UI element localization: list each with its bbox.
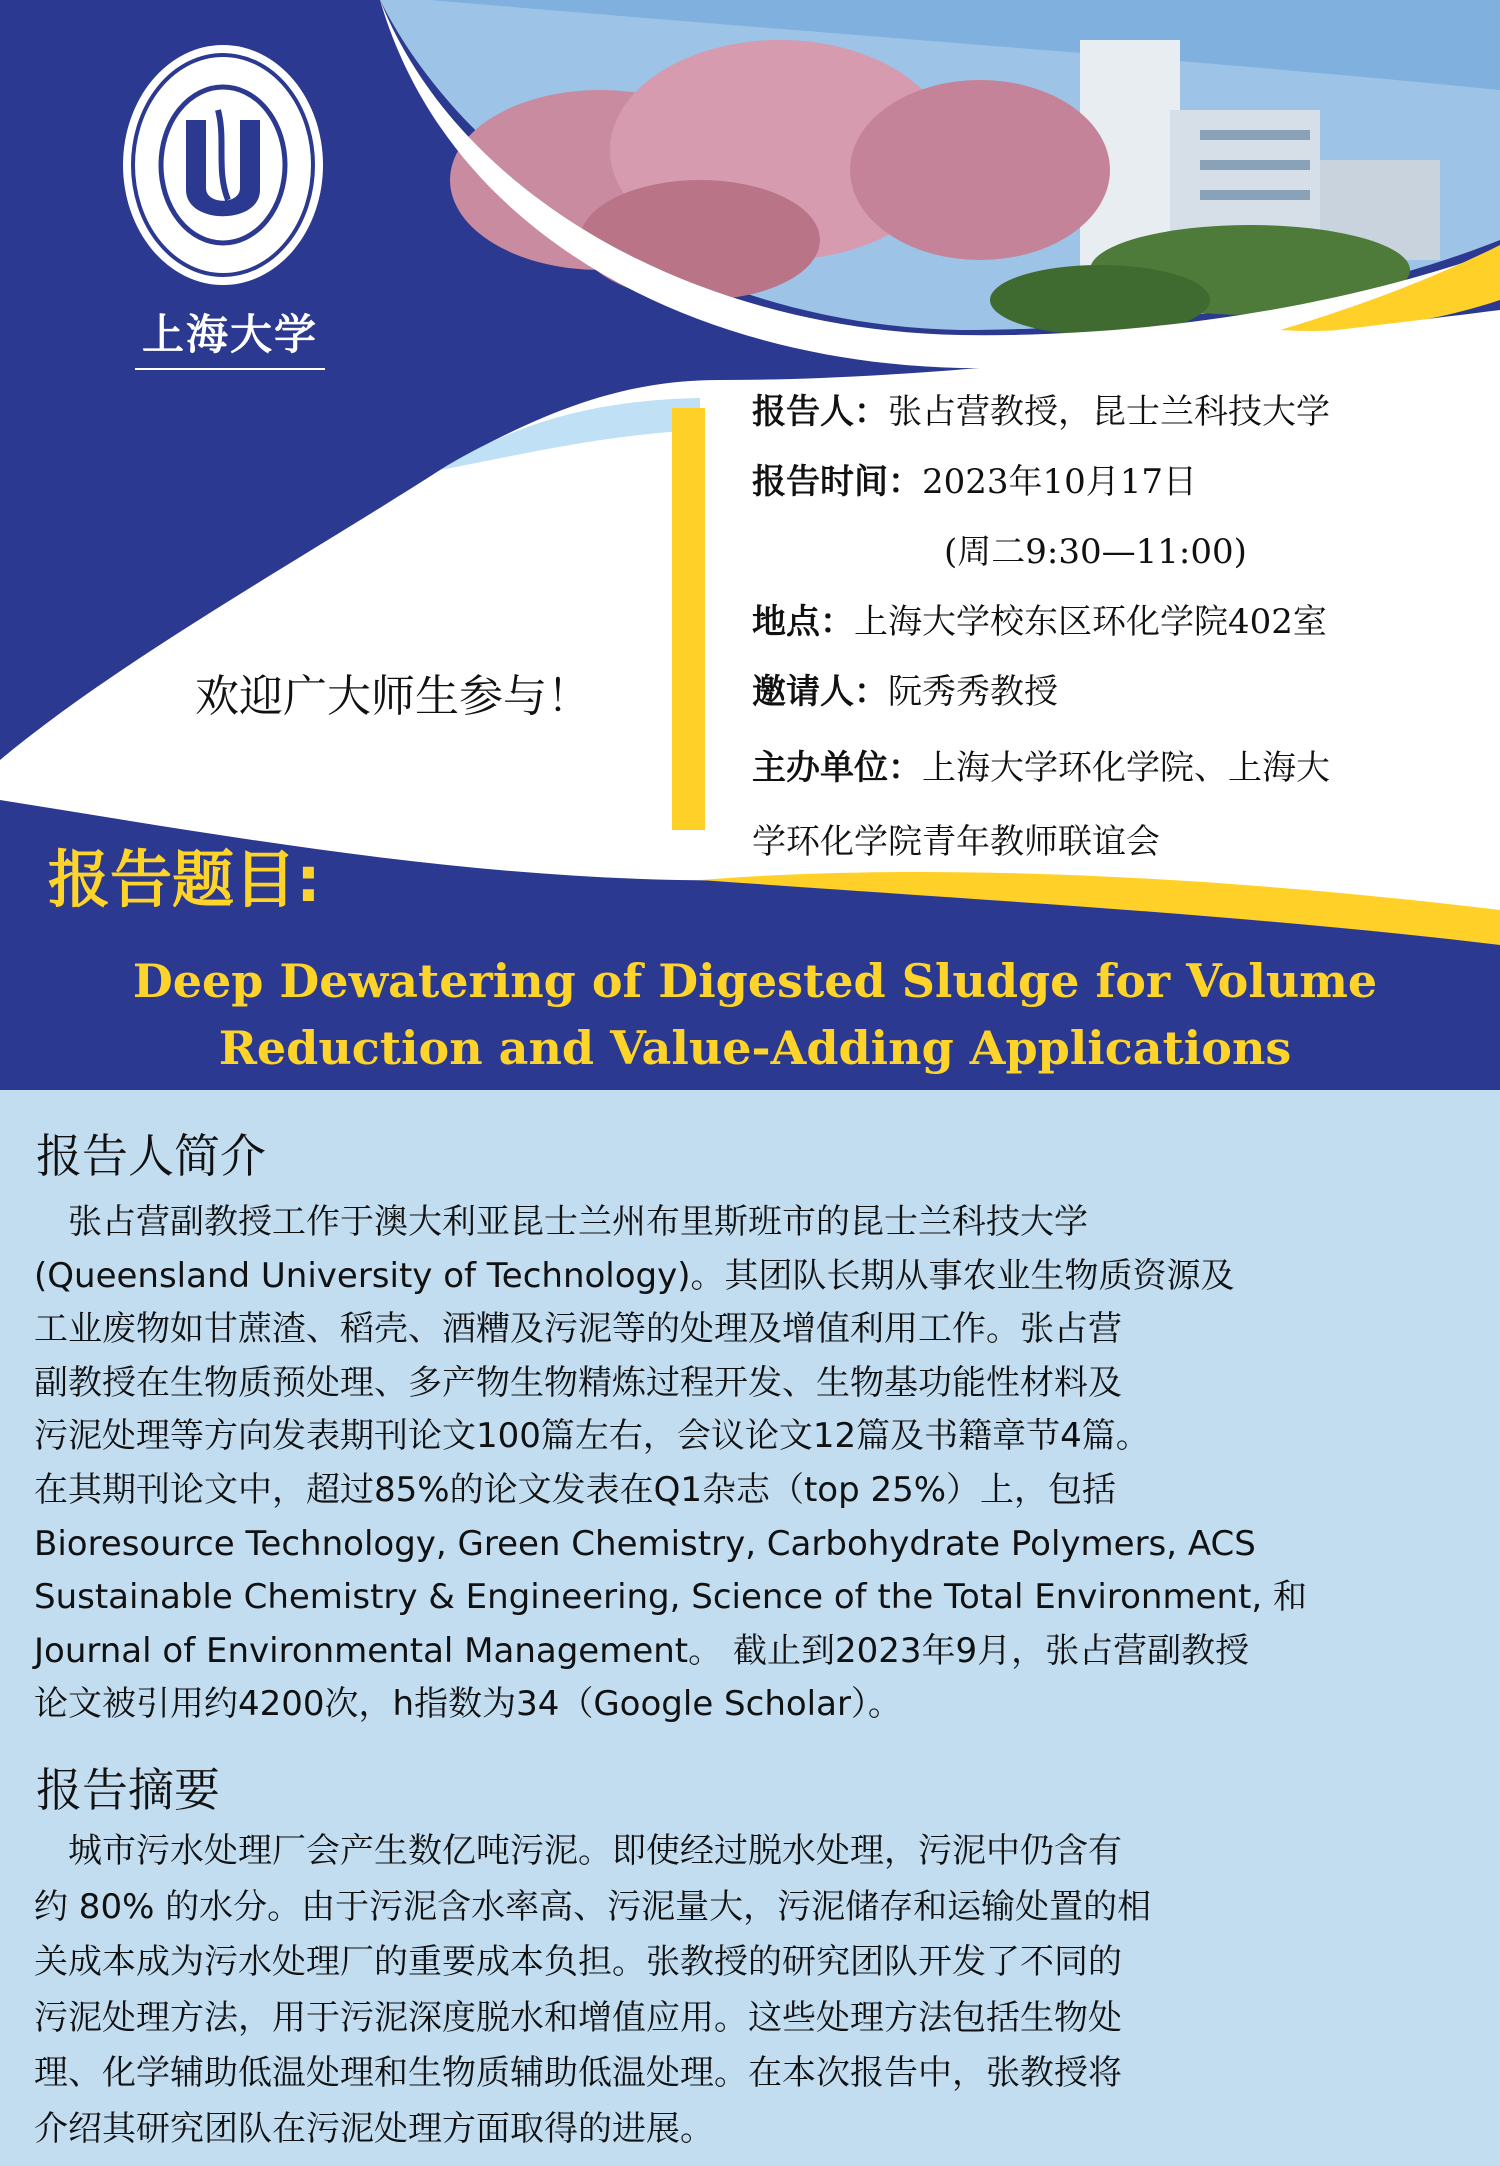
inviter-label: 邀请人： xyxy=(752,672,888,712)
bio-line: Sustainable Chemistry & Engineering, Science of the Total Environment, 和 xyxy=(34,1577,1307,1618)
bio-paragraph xyxy=(34,1196,1474,1732)
inviter-row xyxy=(752,664,1058,713)
speaker-value: 张占营教授，昆士兰科技大学 xyxy=(888,392,1330,432)
abstract-line: 约 80% 的水分。由于污泥含水率高、污泥量大，污泥储存和运输处置的相 xyxy=(34,1886,1152,1927)
abstract-heading: 报告摘要 xyxy=(36,1763,220,1817)
bio-line: (Queensland University of Technology)。其团队长期从事农业生物质资源及 xyxy=(34,1255,1235,1296)
host-label: 主办单位： xyxy=(752,748,922,788)
time-detail: (周二9:30—11:00) xyxy=(944,532,1247,572)
inviter-value: 阮秀秀教授 xyxy=(888,672,1058,712)
bio-line: 在其期刊论文中，超过85%的论文发表在Q1杂志（top 25%）上，包括 xyxy=(34,1469,1117,1510)
location-label: 地点： xyxy=(752,602,854,642)
time-label: 报告时间： xyxy=(752,462,922,502)
host-value-line2: 学环化学院青年教师联谊会 xyxy=(752,822,1160,862)
host-row xyxy=(752,740,1330,789)
bio-line: 污泥处理等方向发表期刊论文100篇左右，会议论文12篇及书籍章节4篇。 xyxy=(34,1416,1150,1457)
topic-title xyxy=(80,948,1430,1082)
bio-line: 工业废物如甘蔗渣、稻壳、酒糟及污泥等的处理及增值利用工作。张占营 xyxy=(34,1309,1122,1350)
time-row xyxy=(752,454,1197,503)
welcome-message: 欢迎广大师生参与！ xyxy=(195,671,591,722)
abstract-line: 城市污水处理厂会产生数亿吨污泥。即使经过脱水处理，污泥中仍含有 xyxy=(34,1831,1122,1871)
abstract-line: 介绍其研究团队在污泥处理方面取得的进展。 xyxy=(34,2108,714,2149)
location-value: 上海大学校东区环化学院402室 xyxy=(854,602,1327,642)
abstract-line: 理、化学辅助低温处理和生物质辅助低温处理。在本次报告中，张教授将 xyxy=(34,2053,1122,2093)
abstract-line: 关成本成为污水处理厂的重要成本负担。张教授的研究团队开发了不同的 xyxy=(34,1942,1122,1982)
abstract-paragraph xyxy=(34,1824,1474,2157)
time-value: 2023年10月17日 xyxy=(922,462,1198,502)
bio-line: 张占营副教授工作于澳大利亚昆士兰州布里斯班市的昆士兰科技大学 xyxy=(34,1202,1088,1242)
host-value-line1: 上海大学环化学院、上海大 xyxy=(922,748,1330,788)
bio-heading: 报告人简介 xyxy=(36,1129,266,1183)
abstract-line: 污泥处理方法，用于污泥深度脱水和增值应用。这些处理方法包括生物处 xyxy=(34,1997,1122,2038)
bio-line: 副教授在生物质预处理、多产物生物精炼过程开发、生物基功能性材料及 xyxy=(34,1362,1122,1403)
university-name-underline xyxy=(135,368,325,370)
location-row xyxy=(752,594,1327,643)
university-name: 上海大学 xyxy=(141,310,318,359)
shanghai-university-logo xyxy=(118,40,328,290)
speaker-row xyxy=(752,384,1330,433)
topic-title-line1: Deep Dewatering of Digested Sludge for Volume xyxy=(132,954,1378,1008)
bio-line: Journal of Environmental Management。 截止到2023年9月，张占营副教授 xyxy=(34,1630,1250,1671)
gold-accent-bar xyxy=(672,408,705,830)
topic-title-line2: Reduction and Value-Adding Applications xyxy=(218,1021,1292,1075)
topic-label: 报告题目: xyxy=(48,843,321,916)
bio-line: Bioresource Technology, Green Chemistry, Carbohydrate Polymers, ACS xyxy=(34,1523,1256,1564)
bio-line: 论文被引用约4200次，h指数为34（Google Scholar）。 xyxy=(34,1684,902,1725)
speaker-label: 报告人： xyxy=(752,392,888,432)
